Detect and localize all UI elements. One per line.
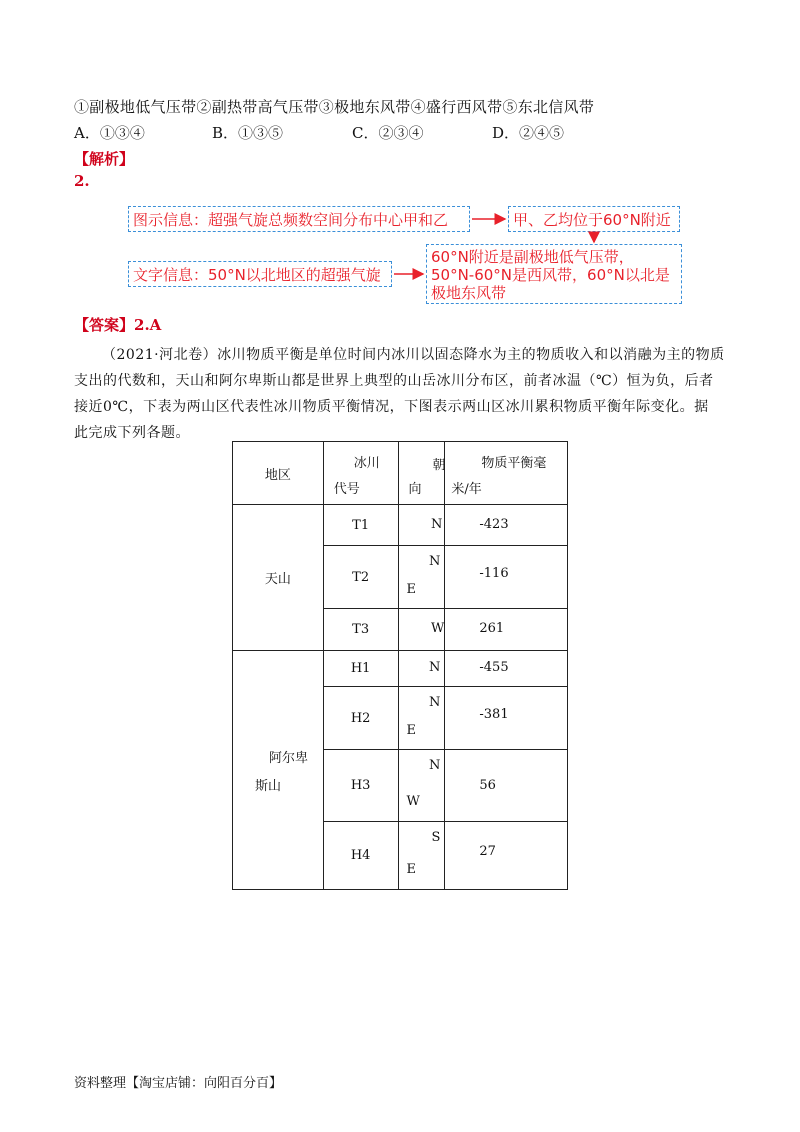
header-balance: 物质平衡毫 米/年 (445, 442, 568, 505)
option-b (212, 122, 283, 143)
aspect-cell: N (398, 505, 445, 546)
option-c (352, 122, 424, 143)
question-stem: ①副极地低气压带②副热带高气压带③极地东风带④盛行西风带⑤东北信风带 (74, 98, 595, 116)
code-cell: T2 (323, 546, 398, 609)
footer-note: 资料整理【淘宝店铺：向阳百分百】 (74, 1076, 283, 1091)
option-d (492, 122, 564, 143)
option-a-letter: A． (74, 124, 100, 142)
option-a-text: ①③④ (99, 124, 145, 142)
analysis-diagram (128, 196, 688, 308)
diagram-arrows (128, 196, 688, 308)
conclusion-line-1: 60°N附近是副极地低气压带， (431, 248, 634, 266)
aspect-cell: N (398, 651, 445, 687)
header-code: 冰川 代号 (323, 442, 398, 505)
code-cell: T3 (323, 609, 398, 651)
conclusion-line-2: 50°N-60°N是西风带，60°N以北是 (431, 266, 670, 284)
diagram-box-location: 甲、乙均位于60°N附近 (508, 206, 680, 232)
option-d-text: ②④⑤ (519, 124, 565, 142)
aspect-cell: N E (398, 687, 445, 750)
aspect-cell: S E (398, 822, 445, 890)
balance-cell: -423 (445, 505, 568, 546)
passage-line-4: 此完成下列各题。 (74, 425, 190, 441)
answer-label: 【答案】 (74, 316, 135, 334)
table-header-row (233, 442, 568, 505)
conclusion-line-3: 极地东风带 (431, 284, 507, 302)
option-c-text: ②③④ (378, 124, 424, 142)
aspect-cell: W (398, 609, 445, 651)
header-region: 地区 (233, 442, 324, 505)
passage-line-3: 接近0℃，下表为两山区代表性冰川物质平衡情况，下图表示两山区冰川累积物质平衡年际变化。据 (74, 399, 709, 415)
aspect-cell: N W (398, 750, 445, 822)
glacier-balance-table (232, 441, 568, 890)
passage-line-1: （2021·河北卷）冰川物质平衡是单位时间内冰川以固态降水为主的物质收入和以消融为主的物质 (102, 347, 725, 363)
diagram-box-text-info: 文字信息：50°N以北地区的超强气旋 (128, 261, 392, 287)
balance-cell: 56 (445, 750, 568, 822)
answer (74, 314, 161, 335)
item-number: 2. (74, 172, 90, 190)
option-a (74, 122, 145, 143)
option-d-letter: D． (492, 124, 520, 142)
balance-cell: 27 (445, 822, 568, 890)
balance-cell: 261 (445, 609, 568, 651)
table-row (233, 651, 568, 687)
code-cell: T1 (323, 505, 398, 546)
option-b-letter: B． (212, 124, 239, 142)
region-tianshan: 天山 (233, 505, 324, 651)
table-row (233, 505, 568, 546)
code-cell: H3 (323, 750, 398, 822)
analysis-label: 【解析】 (74, 150, 135, 168)
answer-value: 2.A (134, 316, 162, 334)
balance-cell: -381 (445, 687, 568, 750)
balance-cell: -455 (445, 651, 568, 687)
balance-cell: -116 (445, 546, 568, 609)
passage-line-2: 支出的代数和，天山和阿尔卑斯山都是世界上典型的山岳冰川分布区，前者冰温（℃）恒为负，后者 (74, 373, 714, 389)
header-aspect: 朝 向 (398, 442, 445, 505)
region-alps: 阿尔卑 斯山 (233, 651, 324, 890)
option-b-text: ①③⑤ (238, 124, 284, 142)
aspect-cell: N E (398, 546, 445, 609)
code-cell: H4 (323, 822, 398, 890)
code-cell: H2 (323, 687, 398, 750)
diagram-box-image-info: 图示信息：超强气旋总频数空间分布中心甲和乙 (128, 206, 470, 232)
option-c-letter: C． (352, 124, 379, 142)
code-cell: H1 (323, 651, 398, 687)
